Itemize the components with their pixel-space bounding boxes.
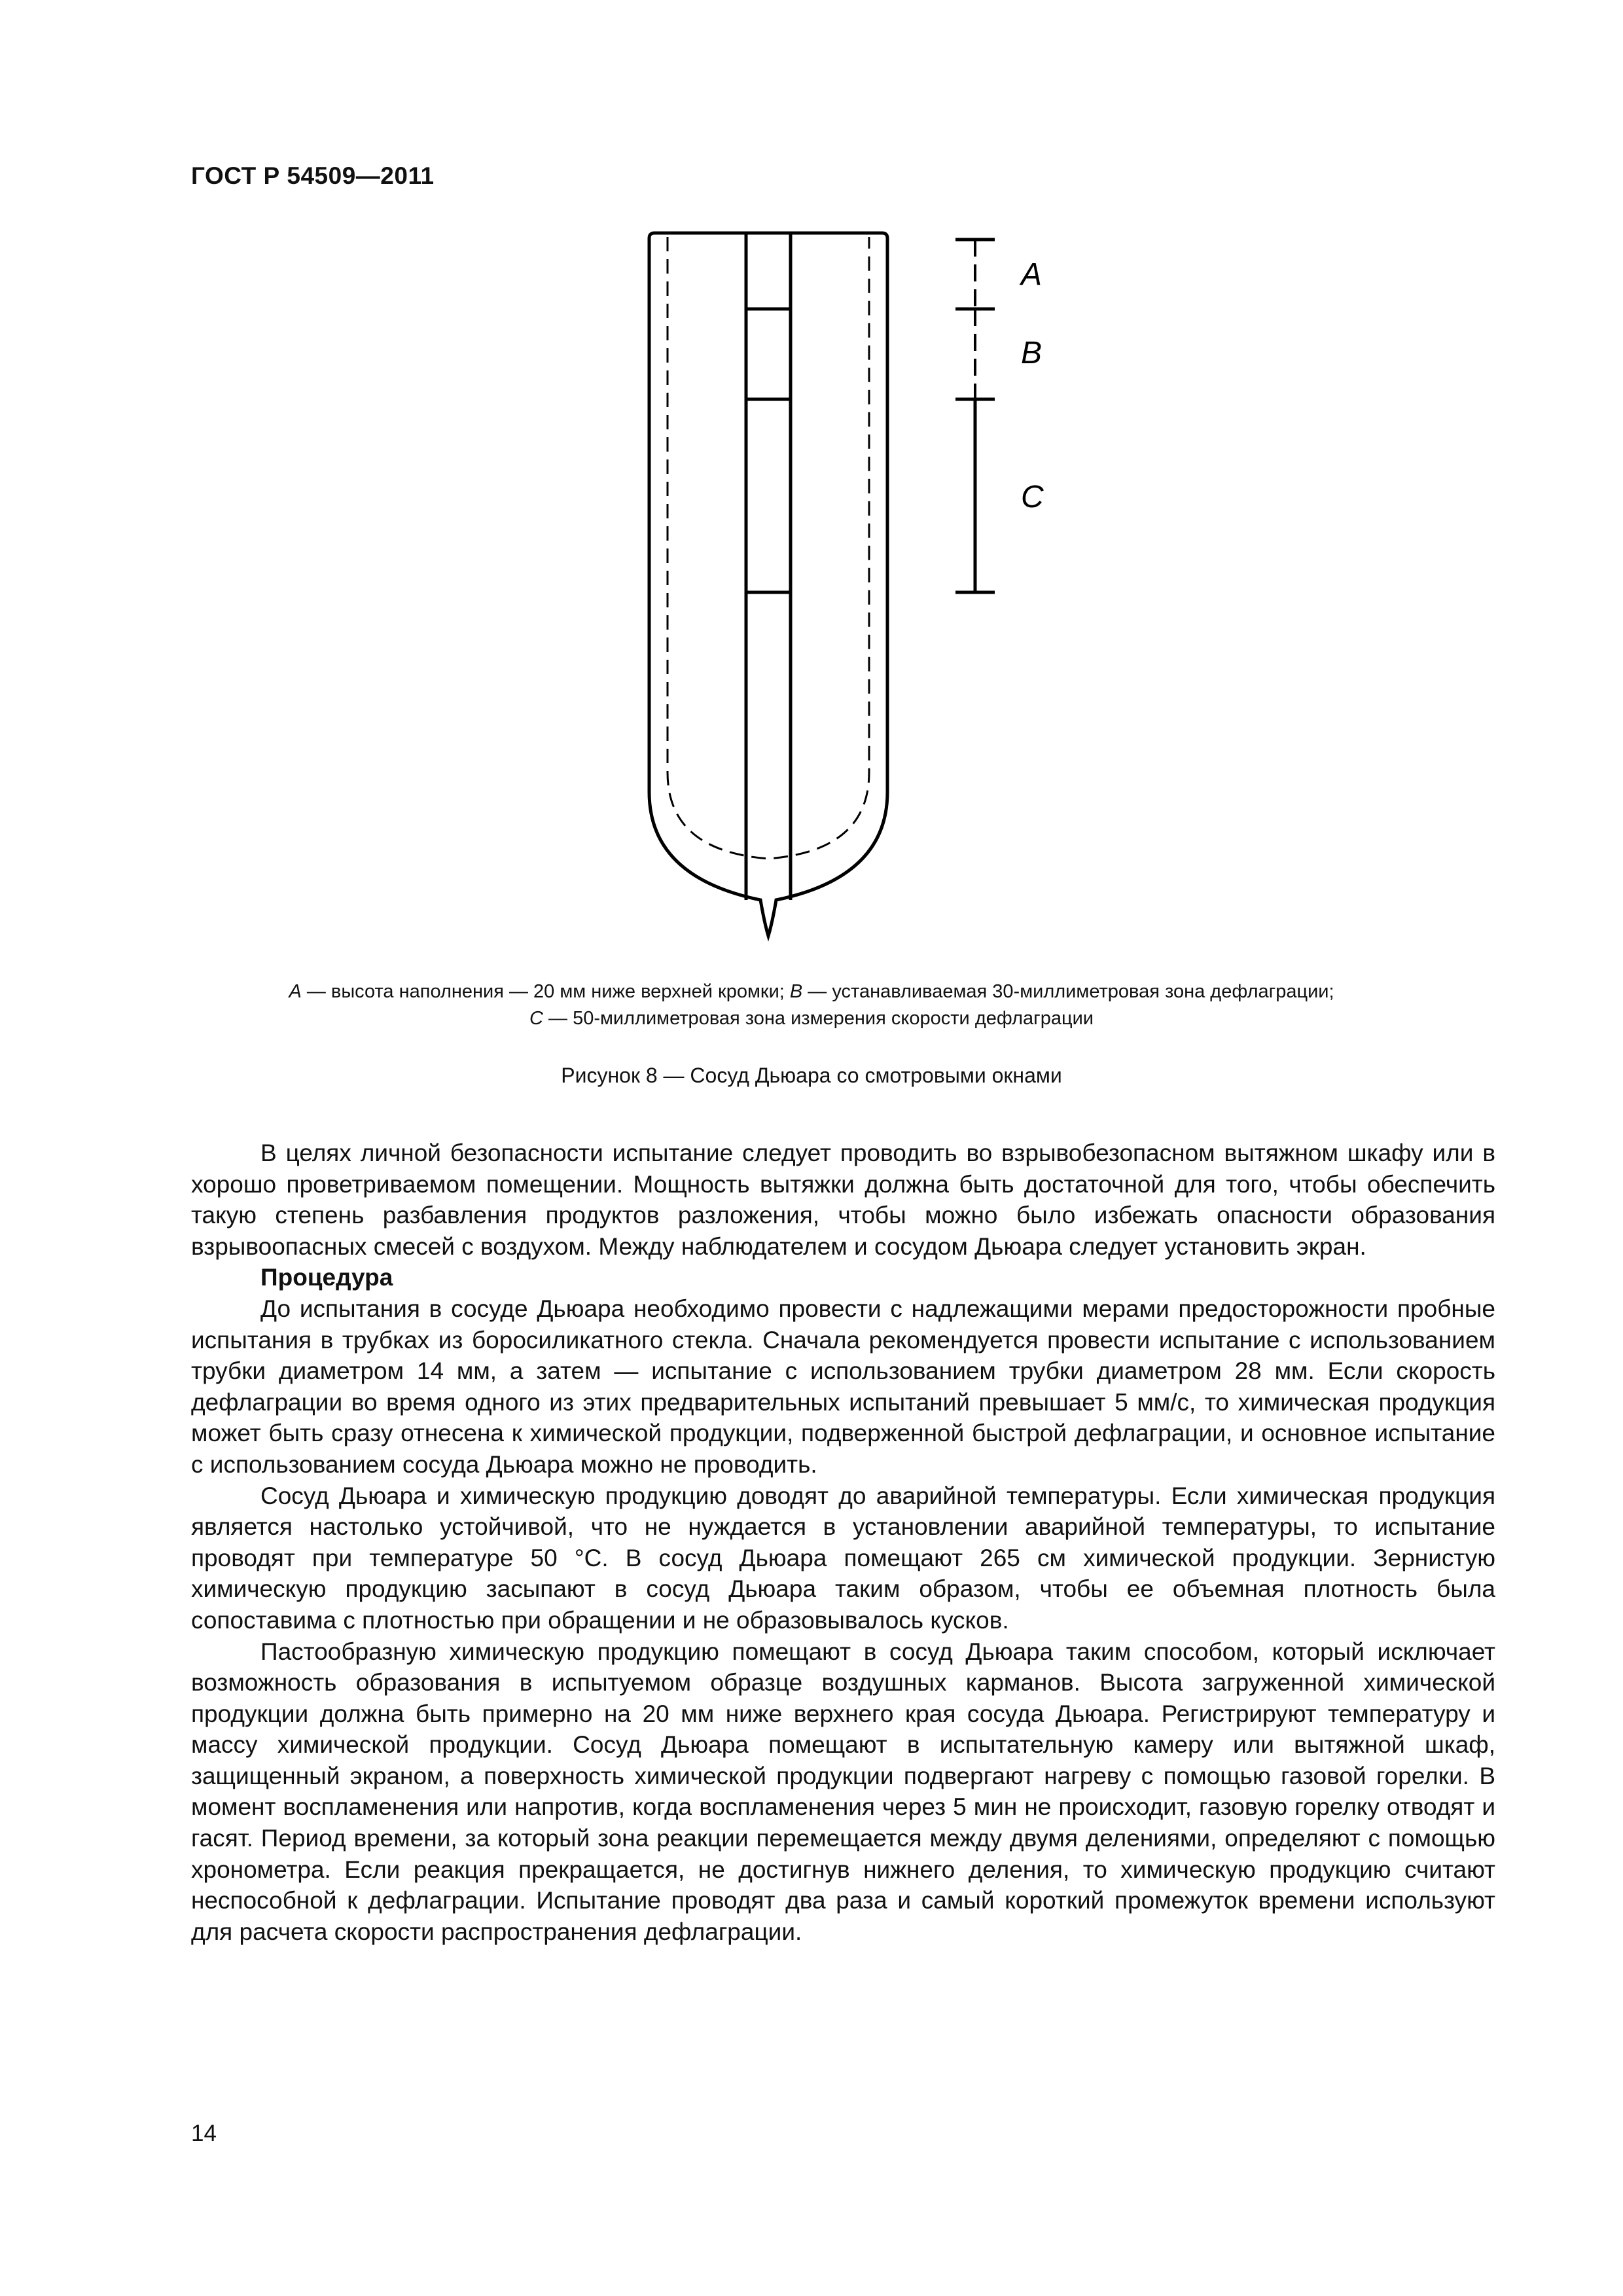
figure-legend	[196, 978, 1427, 1032]
paragraph-temperature: Сосуд Дьюара и химическую продукцию доводят до аварийной температуры. Если химическая продукция является настолько устойчивой, что не нуждается в установлении аварийной температуры, то испытание проводят при температуре 50 °С. В сосуд Дьюара помещают 265 см химической продукции. Зернистую химическую продукцию засыпают в сосуд Дьюара таким образом, чтобы ее объемная плотность была сопоставима с плотностью при обращении и не образовывалось кусков.	[191, 1482, 1495, 1634]
legend-c-symbol: С	[529, 1008, 543, 1029]
paragraph-pretests: До испытания в сосуде Дьюара необходимо провести с надлежащими мерами предосторожности пробные испытания в трубках из боросиликатного стекла. Сначала рекомендуется провести испытание с использованием трубки диаметром 14 мм, а затем — испытание с использованием трубки диаметром 28 мм. Если скорость дефлаграции во время одного из этих предварительных испытаний превышает 5 мм/с, то химическая продукция может быть сразу отнесена к химической продукции, подверженной быстрой дефлаграции, и основное испытание с использованием сосуда Дьюара можно не проводить.	[191, 1295, 1495, 1478]
page-number: 14	[191, 2121, 217, 2146]
vessel-outer-wall	[649, 233, 887, 936]
legend-c-text: — 50-миллиметровая зона измерения скорости дефлаграции	[543, 1008, 1094, 1029]
legend-line-2	[196, 1005, 1427, 1032]
label-c: С	[1021, 480, 1044, 514]
dewar-vessel-figure	[641, 229, 1099, 956]
body-text	[191, 1138, 1495, 1947]
legend-b-symbol: В	[789, 981, 803, 1002]
legend-b-text: — устанавливаемая 30-миллиметровая зона дефлаграции;	[802, 981, 1334, 1002]
label-b: В	[1021, 336, 1043, 370]
vessel-inner-wall	[668, 237, 869, 859]
figure-caption: Рисунок 8 — Сосуд Дьюара со смотровыми окнами	[561, 1064, 1062, 1087]
document-header: ГОСТ Р 54509—2011	[191, 162, 435, 189]
paragraph-paste-procedure: Пастообразную химическую продукцию помещают в сосуд Дьюара таким способом, который исключает возможность образования в испытуемом образце воздушных карманов. Высота загруженной химической продукции должна быть примерно на 20 мм ниже верхнего края сосуда Дьюара. Регистрируют температуру и массу химической продукции. Сосуд Дьюара помещают в испытательную камеру или вытяжной шкаф, защищенный экраном, а поверхность химической продукции подвергают нагреву с помощью газовой горелки. В момент воспламенения или напротив, когда воспламенения через 5 мин не происходит, газовую горелку отводят и гасят. Период времени, за который зона реакции перемещается между двумя делениями, определяют с помощью хронометра. Если реакция прекращается, не достигнув нижнего деления, то химическую продукцию считают неспособной к дефлаграции. Испытание проводят два раза и самый короткий промежуток времени используют для расчета скорости распространения дефлаграции.	[191, 1638, 1495, 1945]
section-heading-procedure: Процедура	[260, 1264, 393, 1291]
legend-a-text: — высота наполнения — 20 мм ниже верхней кромки;	[301, 981, 790, 1002]
legend-line-1	[196, 978, 1427, 1005]
paragraph-safety: В целях личной безопасности испытание следует проводить во взрывобезопасном вытяжном шкафу или в хорошо проветриваемом помещении. Мощность вытяжки должна быть достаточной для того, чтобы обеспечить такую степень разбавления продуктов разложения, чтобы можно было избежать опасности образования взрывоопасных смесей с воздухом. Между наблюдателем и сосудом Дьюара следует установить экран.	[191, 1139, 1495, 1260]
label-a: А	[1021, 257, 1043, 292]
legend-a-symbol: А	[289, 981, 302, 1002]
